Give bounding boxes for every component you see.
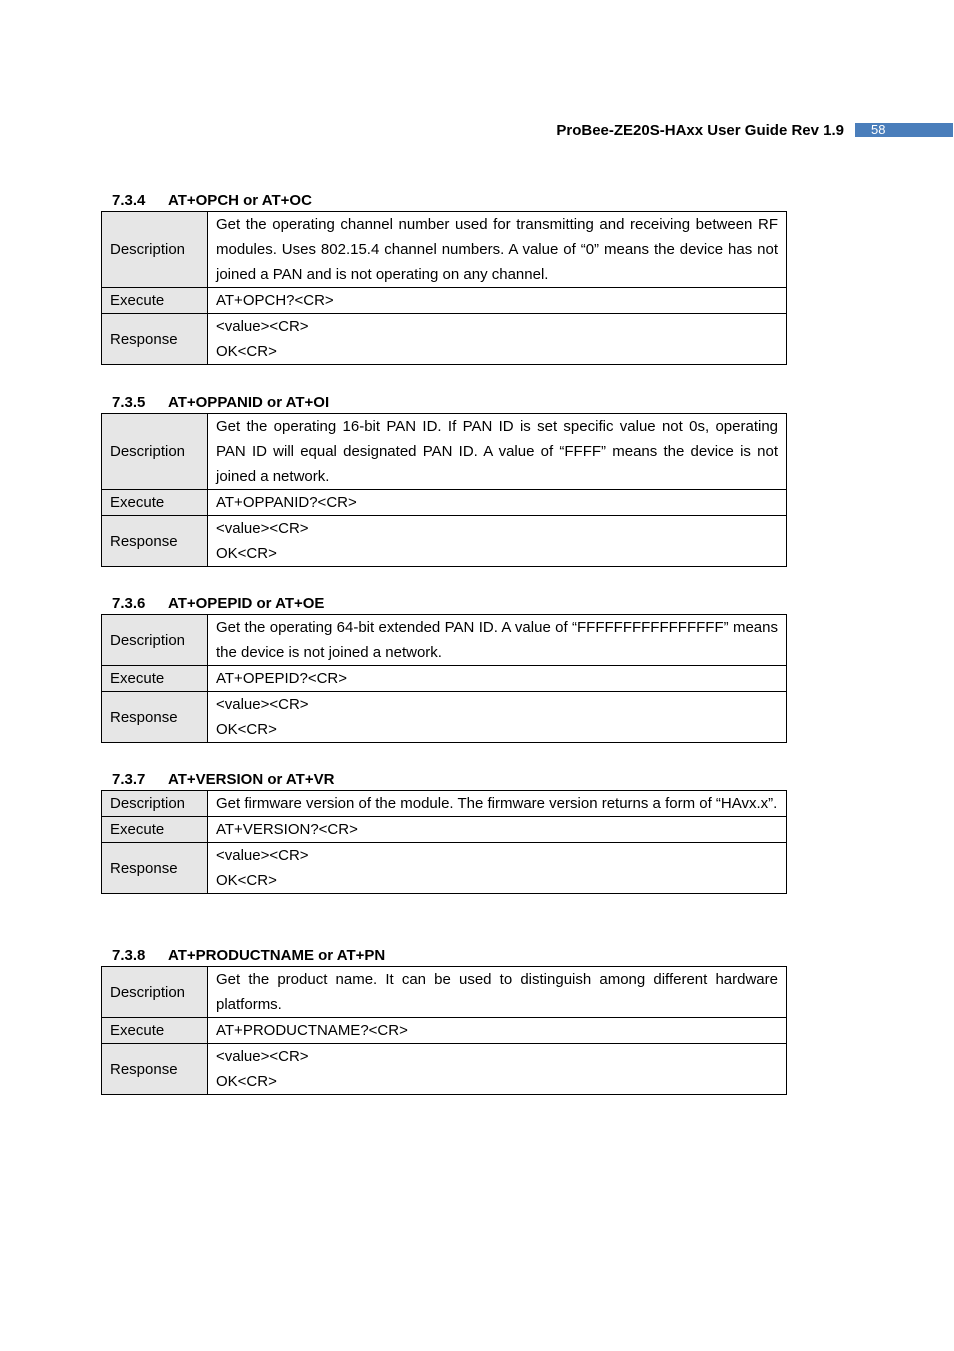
- command-table: [101, 790, 787, 894]
- response-text: [208, 843, 787, 894]
- section-opch: [101, 191, 787, 365]
- execute-row: [102, 490, 787, 516]
- execute-label: Execute: [102, 666, 208, 692]
- description-label: Description: [102, 414, 208, 490]
- section-number: 7.3.4: [112, 192, 146, 209]
- execute-label: Execute: [102, 817, 208, 843]
- command-table: [101, 614, 787, 743]
- command-table: [101, 211, 787, 365]
- description-label: Description: [102, 791, 208, 817]
- response-line: <value><CR>: [216, 696, 309, 713]
- response-line: <value><CR>: [216, 520, 309, 537]
- response-row: [102, 692, 787, 743]
- section-heading: [101, 594, 787, 614]
- section-oppanid: [101, 393, 787, 567]
- execute-label: Execute: [102, 1018, 208, 1044]
- response-line: OK<CR>: [216, 872, 277, 889]
- command-table: [101, 966, 787, 1095]
- response-label: Response: [102, 314, 208, 365]
- execute-command: AT+PRODUCTNAME?<CR>: [208, 1018, 787, 1044]
- section-number: 7.3.5: [112, 394, 146, 411]
- response-line: OK<CR>: [216, 343, 277, 360]
- section-heading: [101, 946, 787, 966]
- section-number: 7.3.8: [112, 947, 146, 964]
- response-line: OK<CR>: [216, 545, 277, 562]
- description-text: Get the operating 16-bit PAN ID. If PAN ID is set specific value not 0s, operating PAN ID will equal designated PAN ID. A value of “FFFF” means the device is not joined a network.: [208, 414, 787, 490]
- section-title: AT+OPEPID or AT+OE: [168, 595, 325, 612]
- description-text: Get the operating channel number used for transmitting and receiving between RF modules. Uses 802.15.4 channel numbers. A value of “0” means the device has not joined a PAN and is not operating on any channel.: [208, 212, 787, 288]
- description-row: [102, 615, 787, 666]
- section-number: 7.3.6: [112, 595, 146, 612]
- response-label: Response: [102, 516, 208, 567]
- response-line: OK<CR>: [216, 721, 277, 738]
- description-label: Description: [102, 967, 208, 1018]
- section-title: AT+OPPANID or AT+OI: [168, 394, 330, 411]
- execute-row: [102, 1018, 787, 1044]
- response-line: <value><CR>: [216, 847, 309, 864]
- response-label: Response: [102, 692, 208, 743]
- section-productname: [101, 946, 787, 1095]
- description-row: [102, 967, 787, 1018]
- description-text: Get firmware version of the module. The firmware version returns a form of “HAvx.x”.: [208, 791, 787, 817]
- response-text: [208, 516, 787, 567]
- section-number: 7.3.7: [112, 771, 146, 788]
- response-line: <value><CR>: [216, 1048, 309, 1065]
- description-text: Get the operating 64-bit extended PAN ID. A value of “FFFFFFFFFFFFFFFF” means the device is not joined a network.: [208, 615, 787, 666]
- response-line: <value><CR>: [216, 318, 309, 335]
- execute-command: AT+OPCH?<CR>: [208, 288, 787, 314]
- response-row: [102, 314, 787, 365]
- description-row: [102, 212, 787, 288]
- response-line: OK<CR>: [216, 1073, 277, 1090]
- description-row: [102, 791, 787, 817]
- response-label: Response: [102, 843, 208, 894]
- execute-command: AT+VERSION?<CR>: [208, 817, 787, 843]
- section-title: AT+OPCH or AT+OC: [168, 192, 312, 209]
- section-opepid: [101, 594, 787, 743]
- document-header-title: ProBee-ZE20S-HAxx User Guide Rev 1.9: [556, 122, 844, 139]
- section-title: AT+VERSION or AT+VR: [168, 771, 335, 788]
- description-text: Get the product name. It can be used to distinguish among different hardware platforms.: [208, 967, 787, 1018]
- section-heading: [101, 770, 787, 790]
- section-title: AT+PRODUCTNAME or AT+PN: [168, 947, 386, 964]
- page-number-badge: 58: [855, 123, 953, 137]
- section-heading: [101, 393, 787, 413]
- execute-row: [102, 666, 787, 692]
- section-heading: [101, 191, 787, 211]
- description-label: Description: [102, 212, 208, 288]
- response-text: [208, 1044, 787, 1095]
- response-row: [102, 516, 787, 567]
- section-version: [101, 770, 787, 894]
- response-row: [102, 843, 787, 894]
- execute-command: AT+OPEPID?<CR>: [208, 666, 787, 692]
- description-label: Description: [102, 615, 208, 666]
- execute-label: Execute: [102, 288, 208, 314]
- execute-row: [102, 288, 787, 314]
- response-text: [208, 314, 787, 365]
- execute-label: Execute: [102, 490, 208, 516]
- description-row: [102, 414, 787, 490]
- execute-command: AT+OPPANID?<CR>: [208, 490, 787, 516]
- execute-row: [102, 817, 787, 843]
- response-text: [208, 692, 787, 743]
- command-table: [101, 413, 787, 567]
- response-label: Response: [102, 1044, 208, 1095]
- response-row: [102, 1044, 787, 1095]
